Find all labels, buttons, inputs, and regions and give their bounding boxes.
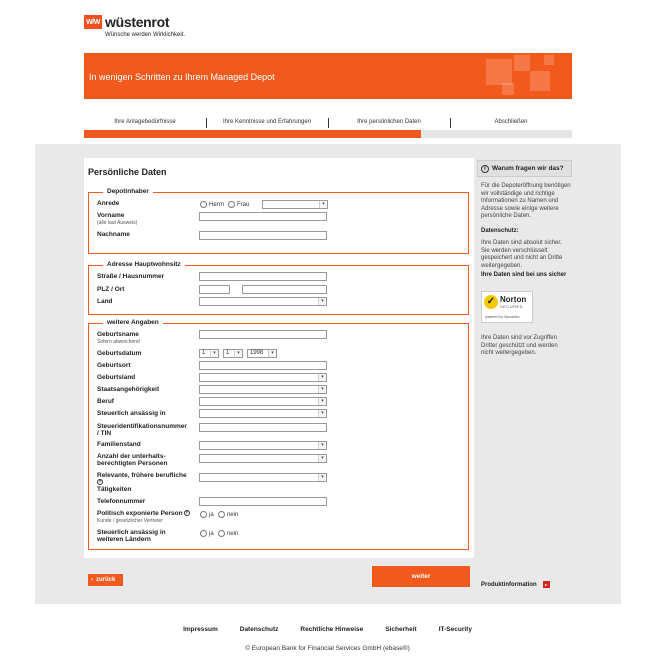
brand-name: wüstenrot	[105, 14, 170, 30]
step-anlagebeduerfnisse: Ihre Anlagebedürfnisse	[114, 119, 176, 125]
copyright: © European Bank for Financial Services GmbH (ebase®)	[245, 645, 410, 652]
chevron-down-icon: ▾	[318, 442, 326, 449]
anrede-frau-radio[interactable]	[228, 201, 253, 208]
footer-link-it-security[interactable]: IT-Security	[438, 626, 472, 633]
radio-label: ja	[209, 530, 214, 537]
land-label: Land	[97, 298, 113, 305]
chevron-down-icon: ▾	[318, 410, 326, 417]
familienstand-label: Familienstand	[97, 441, 141, 448]
chevron-down-icon: ▾	[234, 350, 242, 357]
chevron-down-icon: ▾	[319, 201, 327, 208]
beruf-select[interactable]	[199, 397, 327, 406]
help-icon[interactable]: ?	[98, 479, 102, 484]
sidebar-text-datenschutz: Ihre Daten sind absolut sicher. Sie werden verschlüsselt gespeichert und nicht an Dritte weitergegeben.	[481, 240, 563, 269]
month-value: 1	[226, 350, 230, 356]
sidebar-sicher-heading: Ihre Daten sind bei uns sicher	[481, 272, 567, 278]
strasse-input[interactable]	[199, 272, 327, 281]
chevron-down-icon: ▾	[318, 386, 326, 393]
progress-bar-fill	[84, 130, 421, 138]
pep-sublabel: Kunde / gesetzlicher Vertreter	[97, 518, 163, 524]
chevron-down-icon: ▾	[318, 474, 326, 481]
tin-label-2: / TIN	[97, 430, 112, 437]
geburtsdatum-label: Geburtsdatum	[97, 350, 142, 357]
anrede-herrn-radio[interactable]	[200, 201, 228, 208]
back-button[interactable]	[88, 574, 123, 586]
norton-secured-badge[interactable]	[481, 291, 533, 323]
ort-input[interactable]	[242, 285, 327, 294]
geburtsname-label: Geburtsname	[97, 331, 139, 338]
footer-links	[0, 626, 655, 633]
legend-depotinhaber: Depotinhaber	[103, 188, 153, 195]
anrede-label: Anrede	[97, 200, 120, 207]
weitere-laender-nein-radio[interactable]	[218, 530, 242, 537]
footer-link-impressum[interactable]: Impressum	[183, 626, 218, 633]
year-value: 1998	[250, 350, 264, 356]
pep-label-text: Politisch exponierte Person	[97, 510, 183, 517]
relevante-select[interactable]	[199, 473, 327, 482]
progress-bar	[84, 130, 572, 138]
geburtsname-input[interactable]	[199, 330, 327, 339]
telefon-label: Telefonnummer	[97, 498, 146, 505]
chevron-left-icon: ‹	[91, 577, 93, 583]
staatsangehoerigkeit-select[interactable]	[199, 385, 327, 394]
radio-circle-icon	[228, 201, 235, 208]
norton-name: Norton	[500, 295, 527, 304]
vorname-label: Vorname	[97, 212, 125, 219]
produktinformation-label: Produktinformation	[481, 581, 537, 588]
steuerlich-ansaessig-select[interactable]	[199, 409, 327, 418]
chevron-down-icon: ▾	[318, 398, 326, 405]
geburtsdatum-day-select[interactable]	[199, 349, 219, 358]
sidebar-header-text: Warum fragen wir das?	[492, 165, 564, 172]
footer-link-rechtliche-hinweise[interactable]: Rechtliche Hinweise	[300, 626, 364, 633]
header-banner	[84, 53, 572, 99]
sidebar-text-schutz: Ihre Daten sind vor Zugriffen Dritter geschützt und werden nicht weitergegeben.	[481, 335, 558, 356]
tin-label: Steueridentifikationsnummer	[97, 423, 187, 430]
geburtsort-label: Geburtsort	[97, 362, 131, 369]
vorname-input[interactable]	[199, 212, 327, 221]
nachname-label: Nachname	[97, 231, 130, 238]
radio-circle-icon	[218, 511, 225, 518]
norton-secured-text: SECURED	[500, 304, 524, 309]
radio-circle-icon	[200, 201, 207, 208]
relevante-label-2: Tätigkeiten	[97, 486, 132, 493]
staatsangehoerigkeit-label: Staatsangehörigkeit	[97, 386, 160, 393]
anzahl-label: Anzahl der unterhalts-	[97, 453, 166, 460]
chevron-down-icon: ▾	[268, 350, 276, 357]
radio-label: nein	[227, 511, 239, 518]
legend-adresse: Adresse Hauptwohnsitz	[103, 261, 185, 268]
checkmark-icon: ✓	[484, 295, 498, 309]
next-button[interactable]: weiter	[372, 566, 470, 587]
banner-title: In wenigen Schritten zu Ihrem Managed Depot	[89, 72, 275, 82]
geburtsort-input[interactable]	[199, 361, 327, 370]
pep-ja-radio[interactable]	[200, 511, 218, 518]
nachname-input[interactable]	[199, 231, 327, 240]
radio-label: ja	[209, 511, 214, 518]
chevron-down-icon: ▾	[318, 374, 326, 381]
legend-weitere-angaben: weitere Angaben	[103, 319, 163, 326]
strasse-label: Straße / Hausnummer	[97, 273, 165, 280]
chevron-down-icon: ▾	[318, 298, 326, 305]
back-button-label: zurück	[96, 577, 116, 583]
radio-circle-icon	[200, 530, 207, 537]
geburtsdatum-month-select[interactable]	[223, 349, 243, 358]
geburtsdatum-year-select[interactable]	[247, 349, 277, 358]
sidebar-header	[477, 160, 572, 177]
help-icon[interactable]: ?	[185, 510, 188, 516]
sidebar-datenschutz-heading: Datenschutz:	[481, 228, 519, 234]
step-persoenliche-daten: Ihre persönlichen Daten	[357, 119, 421, 125]
pep-label	[97, 510, 190, 517]
radio-label: Frau	[237, 201, 250, 208]
geburtsland-select[interactable]	[199, 373, 327, 382]
relevante-label	[97, 472, 187, 479]
norton-powered-by: powered by Symantec	[485, 315, 520, 319]
step-navigation	[84, 118, 572, 140]
geburtsland-label: Geburtsland	[97, 374, 136, 381]
titel-select[interactable]	[262, 200, 328, 209]
plz-ort-label: PLZ / Ort	[97, 286, 125, 293]
page-title: Persönliche Daten	[88, 167, 167, 177]
plz-input[interactable]	[199, 285, 230, 294]
tin-input[interactable]	[199, 423, 327, 432]
chevron-down-icon: ▾	[210, 350, 218, 357]
sidebar-text-intro: Für die Depoteröffnung benötigen wir vollständige und richtige Informationen zu Namen und Adresse sowie einige weitere persönliche Daten.	[481, 183, 571, 219]
brand-tagline: Wünsche werden Wirklichkeit.	[105, 32, 186, 38]
steuerlich-ansaessig-label: Steuerlich ansässig in	[97, 410, 166, 417]
weitere-laender-ja-radio[interactable]	[200, 530, 218, 537]
info-sidebar	[477, 160, 572, 540]
info-icon: i	[481, 165, 489, 173]
weitere-laender-label: Steuerlich ansässig in	[97, 529, 166, 536]
relevante-label-text: Relevante, frühere berufliche	[97, 472, 187, 479]
weitere-laender-label-2: weiteren Ländern	[97, 536, 151, 543]
geburtsname-sublabel: Sofern abweichend	[97, 339, 140, 345]
pep-nein-radio[interactable]	[218, 511, 242, 518]
anzahl-label-2: berechtigten Personen	[97, 460, 168, 467]
step-kenntnisse: Ihre Kenntnisse und Erfahrungen	[222, 119, 312, 125]
radio-label: Herrn	[209, 201, 225, 208]
day-value: 1	[202, 350, 206, 356]
familienstand-select[interactable]	[199, 441, 327, 450]
anzahl-select[interactable]	[199, 454, 327, 463]
land-select[interactable]	[199, 297, 327, 306]
logo-mark-icon: W/W	[84, 15, 102, 29]
brand-logo[interactable]	[84, 15, 185, 38]
chevron-down-icon: ▾	[318, 455, 326, 462]
footer-link-datenschutz[interactable]: Datenschutz	[239, 626, 279, 633]
vorname-sublabel: (alle laut Ausweis)	[97, 220, 138, 226]
radio-label: nein	[227, 530, 239, 537]
step-abschliessen: Abschließen	[494, 119, 528, 125]
radio-circle-icon	[200, 511, 207, 518]
produktinformation-link[interactable]	[481, 581, 550, 588]
telefon-input[interactable]	[199, 497, 327, 506]
footer-link-sicherheit[interactable]: Sicherheit	[385, 626, 417, 633]
beruf-label: Beruf	[97, 398, 114, 405]
pdf-icon: ▸	[543, 581, 550, 588]
radio-circle-icon	[218, 530, 225, 537]
